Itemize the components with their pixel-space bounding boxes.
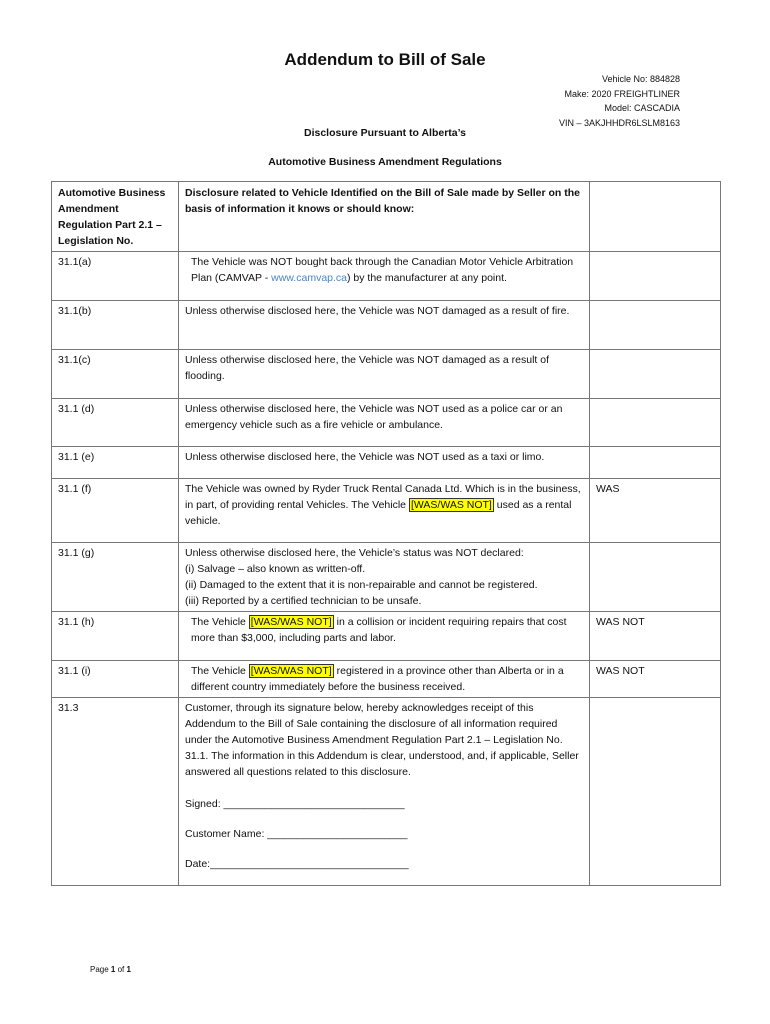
subtitle-regulations: Automotive Business Amendment Regulations: [268, 156, 502, 168]
row-reg: 31.1 (f): [52, 479, 179, 543]
row-disclosure: [179, 612, 590, 661]
row-text: The Vehicle was NOT bought back through the Canadian Motor Vehicle Arbitration Plan (CAMVAP -: [191, 256, 574, 284]
row-disclosure: [179, 698, 590, 886]
page-footer: [90, 965, 131, 974]
disclosure-table: [51, 181, 721, 886]
row-disclosure: [179, 479, 590, 543]
signed-field[interactable]: Signed: _______________________________: [185, 798, 405, 810]
row-reg: 31.1 (g): [52, 543, 179, 612]
was-was-not-highlight: [WAS/WAS NOT]: [250, 616, 332, 628]
row-answer[interactable]: WAS NOT: [590, 661, 721, 698]
row-reg: 31.1 (d): [52, 399, 179, 447]
row-text: used as a rental vehicle.: [185, 499, 572, 527]
row-disclosure: Unless otherwise disclosed here, the Vehicle was NOT used as a police car or an emergency vehicle such as a fire vehicle or ambulance.: [179, 399, 590, 447]
vehicle-vin: VIN – 3AKJHHDR6LSLM8163: [558, 117, 680, 128]
table-row: [52, 543, 721, 612]
row-reg: 31.3: [52, 698, 179, 886]
header-answer: [590, 182, 721, 252]
row-text: ) by the manufacturer at any point.: [347, 272, 507, 284]
table-row: [52, 698, 721, 886]
row-text: The Vehicle: [191, 665, 249, 677]
row-answer[interactable]: [590, 447, 721, 479]
row-answer[interactable]: [590, 350, 721, 399]
status-line: (ii) Damaged to the extent that it is non-repairable and cannot be registered.: [185, 579, 538, 591]
vehicle-make: Make: 2020 FREIGHTLINER: [564, 88, 680, 99]
table-header-row: [52, 182, 721, 252]
date-field[interactable]: Date:__________________________________: [185, 858, 409, 870]
table-row: [52, 301, 721, 350]
header-disclosure: Disclosure related to Vehicle Identified on the Bill of Sale made by Seller on the basis of information it knows or should know:: [179, 182, 590, 252]
row-disclosure: [179, 661, 590, 698]
row-text: The Vehicle: [191, 616, 249, 628]
page-number: 1: [110, 965, 116, 974]
camvap-link[interactable]: www.camvap.ca: [271, 272, 347, 284]
table-row: [52, 661, 721, 698]
table-row: [52, 612, 721, 661]
row-answer[interactable]: WAS: [590, 479, 721, 543]
table-row: [52, 447, 721, 479]
acknowledgement-text: Customer, through its signature below, hereby acknowledges receipt of this Addendum to the Bill of Sale containing the disclosure of all information required under the Automotive Business Amendment Regulation Part 2.1 – Legislation No. 31.1. The information in this Addendum is clear, understood, and, if applicable, Seller answered all questions related to this disclosure.: [185, 702, 579, 778]
row-answer[interactable]: [590, 543, 721, 612]
row-reg: 31.1(a): [52, 252, 179, 301]
status-line: (i) Salvage – also known as written-off.: [185, 563, 366, 575]
table-row: [52, 252, 721, 301]
table-row: [52, 479, 721, 543]
row-answer[interactable]: [590, 252, 721, 301]
row-disclosure: Unless otherwise disclosed here, the Vehicle was NOT used as a taxi or limo.: [179, 447, 590, 479]
row-reg: 31.1(b): [52, 301, 179, 350]
row-answer[interactable]: [590, 301, 721, 350]
table-row: [52, 350, 721, 399]
customer-name-field[interactable]: Customer Name: ________________________: [185, 828, 408, 840]
header-regulation: Automotive Business Amendment Regulation Part 2.1 – Legislation No.: [52, 182, 179, 252]
page-total: 1: [126, 965, 131, 974]
row-disclosure: Unless otherwise disclosed here, the Vehicle was NOT damaged as a result of flooding.: [179, 350, 590, 399]
document-title: Addendum to Bill of Sale: [284, 50, 486, 69]
row-reg: 31.1 (e): [52, 447, 179, 479]
status-line: Unless otherwise disclosed here, the Vehicle’s status was NOT declared:: [185, 547, 524, 559]
row-disclosure: [179, 252, 590, 301]
row-disclosure: [179, 543, 590, 612]
row-answer[interactable]: WAS NOT: [590, 612, 721, 661]
vehicle-info: [559, 72, 680, 130]
row-answer[interactable]: [590, 399, 721, 447]
row-reg: 31.1(c): [52, 350, 179, 399]
row-reg: 31.1 (i): [52, 661, 179, 698]
subtitle-disclosure: Disclosure Pursuant to Alberta’s: [303, 127, 466, 139]
row-text: registered in a province other than Alberta or in a different country immediately before the business received.: [191, 665, 564, 693]
table-row: [52, 399, 721, 447]
page-label: Page: [90, 965, 111, 974]
row-reg: 31.1 (h): [52, 612, 179, 661]
was-was-not-highlight: [WAS/WAS NOT]: [250, 665, 332, 677]
row-disclosure: Unless otherwise disclosed here, the Vehicle was NOT damaged as a result of fire.: [179, 301, 590, 350]
was-was-not-highlight: [WAS/WAS NOT]: [410, 499, 492, 511]
row-answer[interactable]: [590, 698, 721, 886]
row-text: The Vehicle was owned by Ryder Truck Rental Canada Ltd. Which is in the business, in part, of providing rental Vehicles. The Vehicle: [185, 483, 581, 511]
page-of-label: of: [115, 965, 127, 974]
status-line: (iii) Reported by a certified technician to be unsafe.: [185, 595, 422, 607]
vehicle-model: Model: CASCADIA: [604, 103, 680, 113]
row-text: in a collision or incident requiring repairs that cost more than $3,000, including parts and labor.: [191, 616, 567, 644]
vehicle-number: Vehicle No: 884828: [601, 74, 680, 84]
